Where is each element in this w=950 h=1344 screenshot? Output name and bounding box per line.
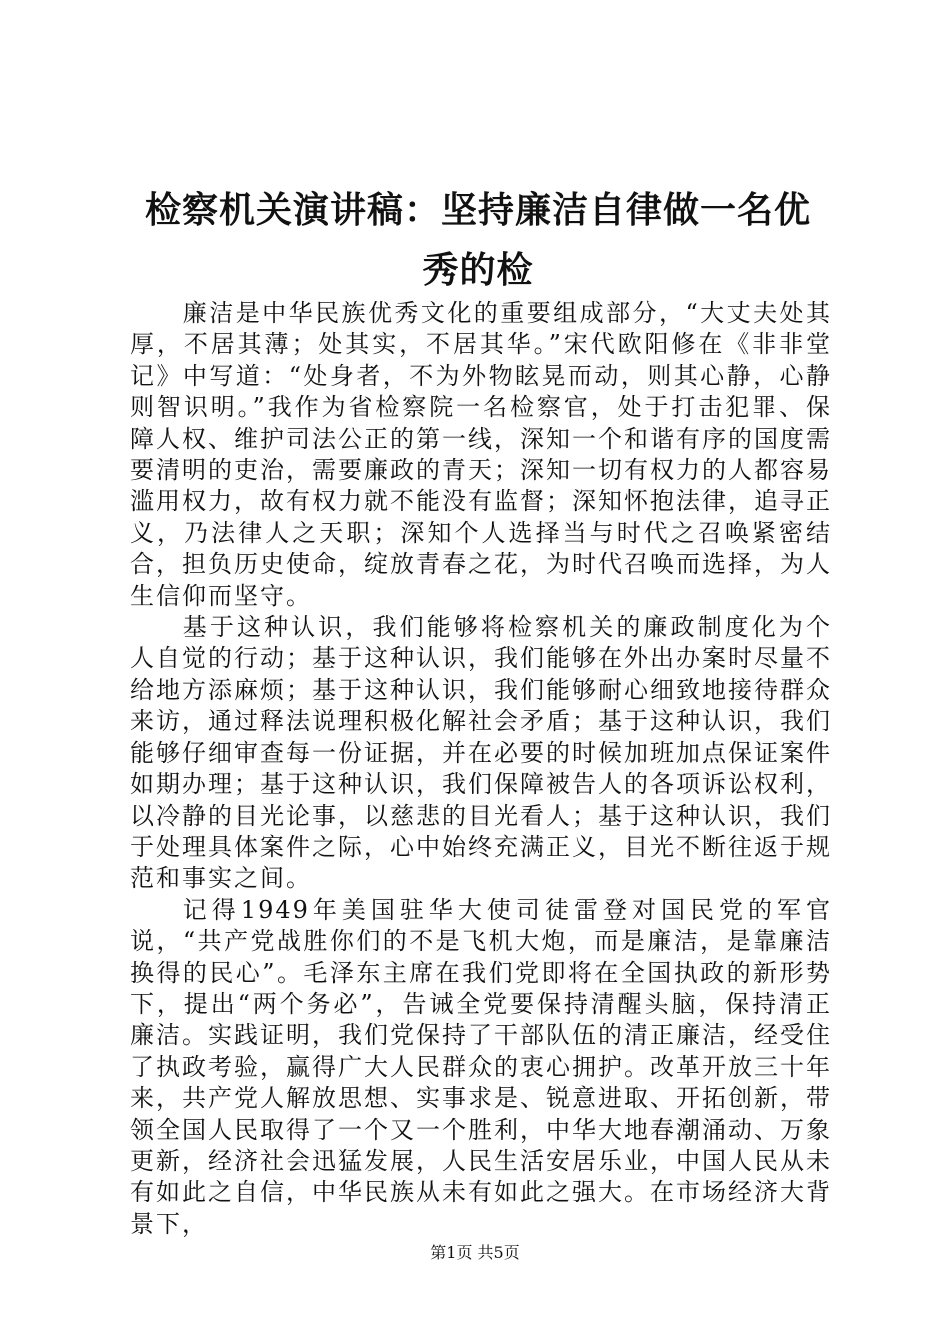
paragraph-3: 记得1949年美国驻华大使司徒雷登对国民党的军官说，“共产党战胜你们的不是飞机大炮，而是廉洁，是靠廉洁换得的民心”。毛泽东主席在我们党即将在全国执政的新形势下，提出“两个务必”，告诫全党要保持清醒头脑，保持清正廉洁。实践证明，我们党保持了干部队伍的清正廉洁，经受住了执政考验，赢得广大人民群众的衷心拥护。改革开放三十年来，共产党人解放思想、实事求是、锐意进取、开拓创新，带领全国人民取得了一个又一个胜利，中华大地春潮涌动、万象更新，经济社会迅猛发展，人民生活安居乐业，中国人民从未有如此之自信，中华民族从未有如此之强大。在市场经济大背景下， bbox=[130, 895, 832, 1238]
paragraph-2: 基于这种认识，我们能够将检察机关的廉政制度化为个人自觉的行动；基于这种认识，我们能够在外出办案时尽量不给地方添麻烦；基于这种认识，我们能够耐心细致地接待群众来访，通过释法说理积极化解社会矛盾；基于这种认识，我们能够仔细审查每一份证据，并在必要的时候加班加点保证案件如期办理；基于这种认识，我们保障被告人的各项诉讼权利，以冷静的目光论事，以慈悲的目光看人；基于这种认识，我们于处理具体案件之际，心中始终充满正义，目光不断往返于规范和事实之间。 bbox=[130, 613, 832, 893]
document-body bbox=[130, 298, 832, 1240]
document-title: 检察机关演讲稿：坚持廉洁自律做一名优秀的检 bbox=[144, 190, 811, 291]
page-number-footer: 第1页 共5页 bbox=[430, 1243, 520, 1262]
paragraph-1: 廉洁是中华民族优秀文化的重要组成部分，“大丈夫处其厚，不居其薄；处其实，不居其华。”宋代欧阳修在《非非堂记》中写道：“处身者，不为外物眩晃而动，则其心静，心静则智识明。”我作为省检察院一名检察官，处于打击犯罪、保障人权、维护司法公正的第一线，深知一个和谐有序的国度需要清明的吏治，需要廉政的青天；深知一切有权力的人都容易滥用权力，故有权力就不能没有监督；深知怀抱法律，追寻正义，乃法律人之天职；深知个人选择当与时代之召唤紧密结合，担负历史使命，绽放青春之花，为时代召唤而选择，为人生信仰而坚守。 bbox=[130, 299, 832, 610]
